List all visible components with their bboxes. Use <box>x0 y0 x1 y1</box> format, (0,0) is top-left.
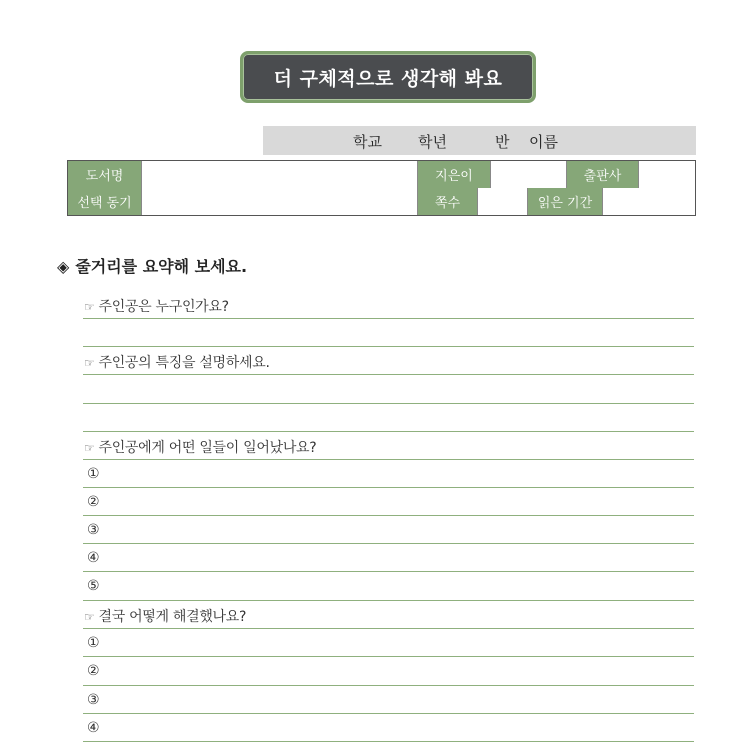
pointing-hand-icon: ☞ <box>84 441 95 455</box>
question-1 <box>84 296 229 316</box>
pages-label: 쪽수 <box>418 188 478 215</box>
pages-field[interactable] <box>478 188 528 215</box>
question-4-text: 결국 어떻게 해결했나요? <box>98 609 247 625</box>
list-number-3: ③ <box>87 692 100 708</box>
question-2 <box>84 352 270 372</box>
pointing-hand-icon: ☞ <box>84 610 95 624</box>
writing-line[interactable] <box>83 600 694 601</box>
writing-line[interactable] <box>83 543 694 544</box>
motive-label: 선택 동기 <box>68 188 142 215</box>
period-field[interactable] <box>603 188 695 215</box>
writing-line[interactable] <box>83 374 694 375</box>
question-2-text: 주인공의 특징을 설명하세요. <box>98 355 270 371</box>
info-row-2 <box>68 188 695 215</box>
school-label: 학교 <box>353 133 382 151</box>
motive-field[interactable] <box>142 188 418 215</box>
publisher-label: 출판사 <box>567 161 639 188</box>
diamond-icon: ◈ <box>57 257 70 276</box>
writing-line[interactable] <box>83 656 694 657</box>
author-field[interactable] <box>491 161 567 188</box>
info-row-1 <box>68 161 695 189</box>
list-number-4: ④ <box>87 720 100 736</box>
writing-line[interactable] <box>83 459 694 460</box>
book-title-label: 도서명 <box>68 161 142 188</box>
name-label: 이름 <box>529 133 558 151</box>
grade-label: 학년 <box>418 133 447 151</box>
writing-line[interactable] <box>83 628 694 629</box>
page-title: 더 구체적으로 생각해 봐요 <box>240 51 536 103</box>
list-number-2: ② <box>87 494 100 510</box>
class-label: 반 <box>495 133 510 151</box>
writing-line[interactable] <box>83 431 694 432</box>
list-number-4: ④ <box>87 550 100 566</box>
question-3 <box>84 437 316 457</box>
period-label: 읽은 기간 <box>528 188 603 215</box>
pointing-hand-icon: ☞ <box>84 300 95 314</box>
writing-line[interactable] <box>83 685 694 686</box>
book-title-field[interactable] <box>142 161 418 188</box>
list-number-1: ① <box>87 635 100 651</box>
publisher-field[interactable] <box>639 161 695 188</box>
writing-line[interactable] <box>83 571 694 572</box>
section-title-text: 줄거리를 요약해 보세요. <box>75 257 248 276</box>
school-info-bar <box>263 126 696 155</box>
writing-line[interactable] <box>83 741 694 742</box>
question-1-text: 주인공은 누구인가요? <box>98 299 229 315</box>
author-label: 지은이 <box>418 161 491 188</box>
list-number-5: ⑤ <box>87 578 100 594</box>
list-number-3: ③ <box>87 522 100 538</box>
list-number-1: ① <box>87 466 100 482</box>
list-number-2: ② <box>87 663 100 679</box>
writing-line[interactable] <box>83 318 694 319</box>
writing-line[interactable] <box>83 713 694 714</box>
question-4 <box>84 606 246 626</box>
writing-line[interactable] <box>83 403 694 404</box>
writing-line[interactable] <box>83 515 694 516</box>
writing-line[interactable] <box>83 346 694 347</box>
writing-line[interactable] <box>83 487 694 488</box>
book-info-table <box>67 160 696 216</box>
pointing-hand-icon: ☞ <box>84 356 95 370</box>
question-3-text: 주인공에게 어떤 일들이 일어났나요? <box>98 440 317 456</box>
section-heading <box>57 254 247 277</box>
